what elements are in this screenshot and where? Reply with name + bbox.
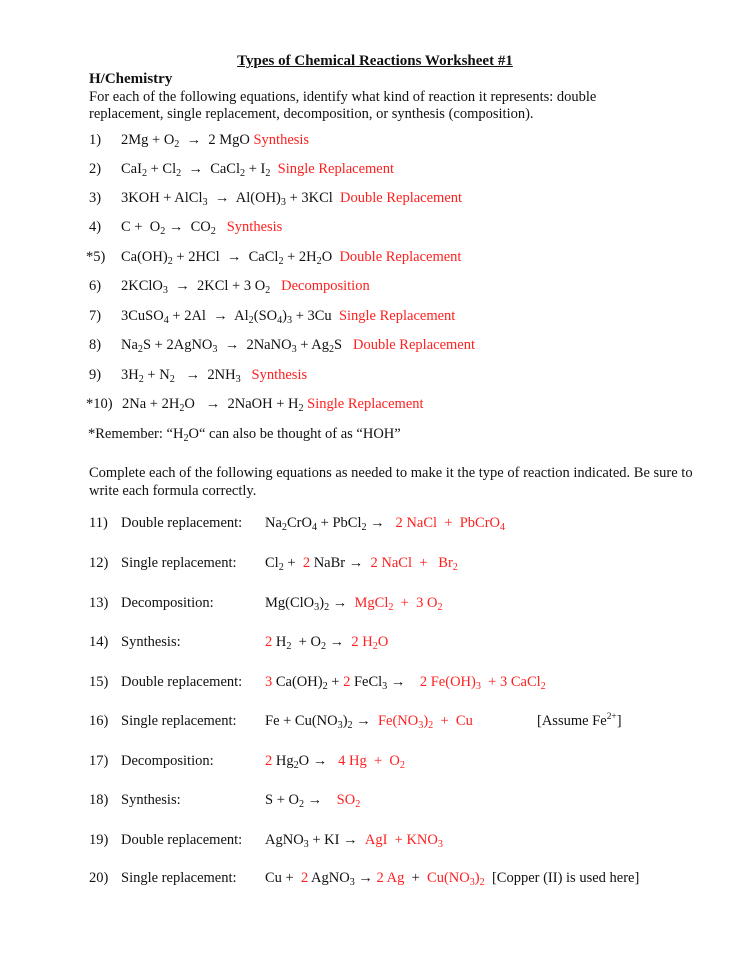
item-answer: Double Replacement [339,249,462,265]
item-equation: AgNO$_3$ + KI → AgI + $KNO_3$ [265,832,443,850]
part1-item [0,366,750,386]
item-equation: 2KClO$_3$ → 2KCl + 3 $O_2$ Decomposition [121,278,370,296]
item-number: 6) [89,278,102,294]
item-equation: $2Mg + O_2 \to 2$ MgO Synthesis [121,132,310,150]
item-answer: 2 $Fe(OH)_3 + 3$ CaCl$_2$ [419,674,546,692]
item-equation: $S + O_2$ → $SO_2$ [265,792,361,810]
part2-item [0,514,750,534]
part2-item [0,831,750,851]
reaction-type: Single replacement: [121,555,237,571]
item-number: 14) [89,634,109,650]
remember-note: *Remember: “$H_2O“$ can also be thought of as “HOH” [88,426,401,444]
part2-item [0,869,750,889]
part1-item [0,218,750,238]
reaction-type: Synthesis: [121,634,181,650]
item-answer: AgI + $KNO_3$ [364,832,443,850]
item-answer: Single Replacement [307,396,424,412]
item-equation: 2 $H_2 + O_2 \to 2$ $H_2O$ [265,634,389,652]
part2-item [0,712,750,732]
item-equation: $CaI_2 + Cl_2$ → CaCl$_2$ + $I_2$ Single Replacement [121,161,395,179]
item-answer: Synthesis [251,367,308,383]
part2-item [0,673,750,693]
reaction-type: Synthesis: [121,792,181,808]
item-equation: 3KOH + AlCl$_3$ → $Al(OH)_3 + 3KCl$ Double Replacement [121,190,463,208]
reaction-type: Single replacement: [121,870,237,886]
item-answer: Decomposition [281,278,370,294]
item-equation: $2Na + 2H_2O$ → 2NaOH + $H_2$ Single Replacement [122,396,424,414]
item-equation: 2 $Hg_2O \to 4$ $Hg + O_2$ [265,753,405,771]
reaction-type: Decomposition: [121,753,214,769]
reaction-type: Single replacement: [121,713,237,729]
item-number: *5) [86,249,106,265]
instructions-part1-line1: For each of the following equations, identify what kind of reaction it represents: double [89,89,597,105]
part1-item [0,277,750,297]
worksheet-title: Types of Chemical Reactions Worksheet #1 [237,53,513,69]
part2-item [0,791,750,811]
item-answer: MgCl$_2$ + 3 $O_2$ [354,595,443,613]
item-equation: 3CuSO$_4$ + $2Al \to Al_2(SO_4)_3 + 3Cu$ Single Replacement [121,308,456,326]
part1-item [0,131,750,151]
item-answer: $Fe(NO_3)_2 + Cu$ [377,713,473,731]
part2-item [0,594,750,614]
item-number: *10) [86,396,113,412]
item-number: 11) [89,515,108,531]
item-equation: $Mg(ClO_3)_2$ → MgCl$_2$ + 3 $O_2$ [265,595,443,613]
item-answer: Synthesis [253,132,310,148]
item-equation: $Ca(OH)_2 + 2HCl$ → CaCl$_2$ + $2H_2O$ Double Replacement [121,249,462,267]
instructions-part1-line2: replacement, single replacement, decomposition, or synthesis (composition). [89,106,534,122]
item-answer: Double Replacement [353,337,475,353]
item-answer: $SO_2$ [336,792,361,810]
item-equation: $Cl_2 + 2$ NaBr → 2 NaCl + $Br_2$ [265,555,458,573]
item-answer: Synthesis [226,219,283,235]
reaction-type: Double replacement: [121,674,243,690]
item-number: 8) [89,337,102,353]
item-answer: Single Replacement [277,161,395,177]
part2-item [0,554,750,574]
item-number: 20) [89,870,109,886]
item-answer: 2 Ag [376,870,405,886]
part1-item [0,395,750,415]
item-equation: $Na_2S$ + 2AgNO$_3$ → 2NaNO$_3$ + $Ag_2S$ Double Replacement [121,337,475,355]
item-number: 15) [89,674,109,690]
item-number: 19) [89,832,109,848]
item-equation: $3H_2 + N_2 \to 2NH_3$ Synthesis [121,367,308,385]
item-equation: $Na_2CrO_4$ + PbCl$_2$ → 2 NaCl + PbCrO$_4$ [265,515,506,533]
part1-item [0,189,750,209]
part1-item [0,160,750,180]
reaction-type: Double replacement: [121,832,243,848]
part1-item [0,307,750,327]
item-number: 3) [89,190,102,206]
item-number: 7) [89,308,102,324]
item-answer: 4 $Hg + O_2$ [338,753,405,771]
item-equation: $C + O_2 \to CO_2$ Synthesis [121,219,283,237]
item-number: 4) [89,219,102,235]
item-number: 13) [89,595,109,611]
item-answer: Single Replacement [338,308,456,324]
item-number: 1) [89,132,102,148]
item-number: 16) [89,713,109,729]
part2-item [0,752,750,772]
part1-item [0,248,750,268]
instructions-part2-line2: write each formula correctly. [89,483,257,499]
item-answer: Double Replacement [340,190,463,206]
item-answer: 2 NaCl + PbCrO$_4$ [395,515,506,533]
reaction-type: Decomposition: [121,595,214,611]
item-number: 17) [89,753,109,769]
item-equation: 3 $Ca(OH)_2 + 2$ FeCl$_3$ → 2 $Fe(OH)_3 + 3$ CaCl$_2$ [265,674,546,692]
item-answer: 2 $H_2O$ [351,634,389,652]
item-equation: $Fe + Cu(NO_3)_2 \to Fe(NO_3)_2 + Cu$ [265,713,473,731]
part2-item [0,633,750,653]
item-number: 9) [89,367,102,383]
item-number: 18) [89,792,109,808]
part1-item [0,336,750,356]
item-equation: Cu + 2 AgNO$_3$ → 2 $Ag + Cu(NO_3)_2$ [Copper (II) is used here] [265,870,640,888]
item-note: [Assume $Fe^{2+}$] [537,712,622,729]
instructions-part2-line1: Complete each of the following equations as needed to make it the type of reaction indicated. Be sure to [89,465,693,481]
reaction-type: Double replacement: [121,515,243,531]
course-label: H/Chemistry [89,71,173,87]
item-number: 12) [89,555,109,571]
item-number: 2) [89,161,102,177]
item-answer: 2 NaCl + $Br_2$ [370,555,458,573]
item-note: [Copper (II) is used here] [491,870,640,886]
